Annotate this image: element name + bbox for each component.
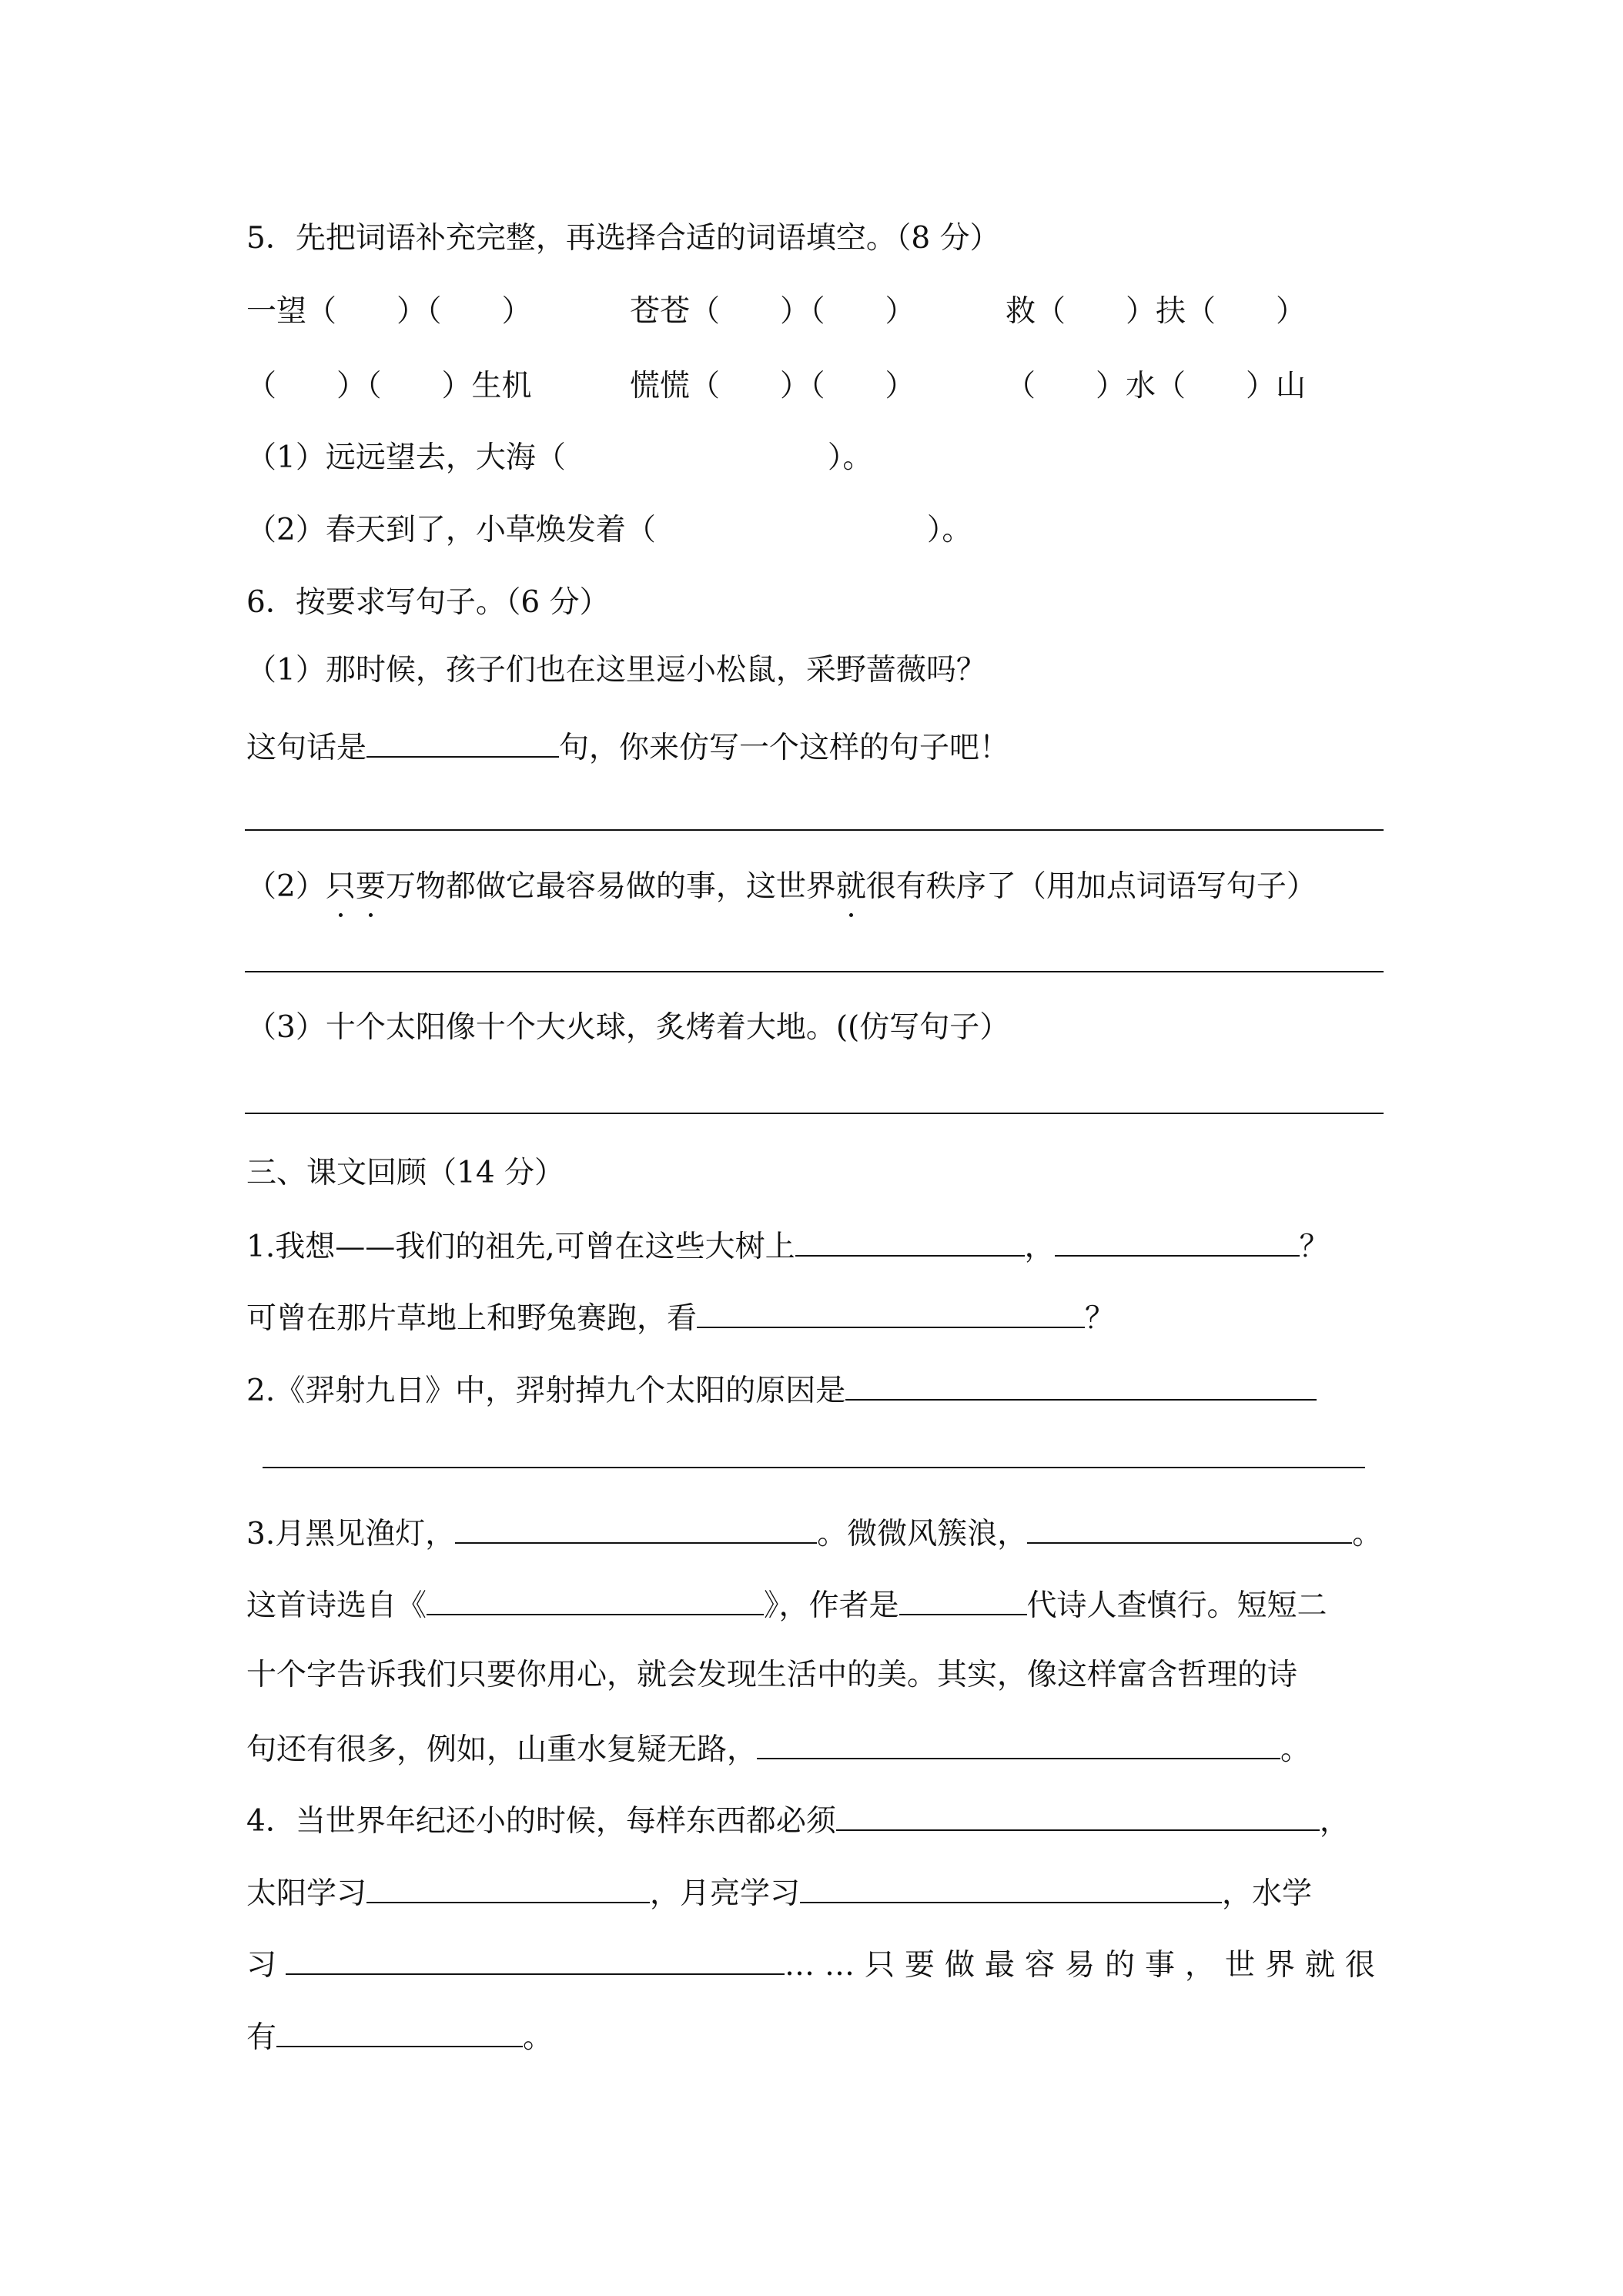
q5-word-5: 慌慌（ ）（ ） [630, 369, 915, 403]
s3-q4-text-6: ……只要做最容易的事，世界就很 [785, 1948, 1386, 1983]
q6-s2-middle: 万物都做它最容易做的事，这世界 [385, 869, 836, 904]
q6-s2-tail: 很有秩序了（用加点词语写句子） [865, 869, 1317, 904]
s3-q1-line-2 [246, 1297, 1115, 1338]
s3-q4-text-7: 有 [246, 2020, 277, 2055]
s3-q1-blank-1[interactable] [795, 1226, 1025, 1257]
q6-answer-line-2[interactable] [245, 971, 1384, 972]
s3-q2-line [246, 1370, 1317, 1411]
s3-q3-blank-dynasty[interactable] [899, 1585, 1027, 1615]
section-3-title: 三、课文回顾（14 分） [246, 1156, 565, 1190]
q6-prompt-1-pre: 这句话是 [246, 731, 367, 765]
q6-sentence-2 [246, 868, 1317, 906]
s3-q3-text-6: 句还有很多，例如，山重水复疑无路， [246, 1732, 758, 1767]
s3-q1-mark-2: ？ [1085, 1301, 1116, 1336]
q6-prompt-1-post: 句，你来仿写一个这样的句子吧！ [559, 731, 1010, 765]
s3-q3-text-4: 》，作者是 [764, 1588, 899, 1623]
s3-q4-end: 。 [523, 2020, 554, 2055]
s3-q3-text-3: 这首诗选自《 [246, 1588, 427, 1623]
q5-word-4: （ ）（ ）生机 [246, 369, 532, 403]
s3-q4-text-3: ，月亮学习 [650, 1876, 801, 1911]
s3-q4-line-3 [246, 1944, 1385, 1985]
q6-s2-prefix: （2） [246, 869, 326, 904]
q5-title: 5．先把词语补充完整，再选择合适的词语填空。（8 分） [246, 221, 1000, 256]
q6-answer-line-1[interactable] [245, 829, 1384, 831]
q5-sentence-2-end: ）。 [926, 513, 972, 547]
s3-q3-text: 3.月黑见渔灯， [246, 1517, 456, 1551]
s3-q3-end: 。 [1352, 1517, 1383, 1551]
q6-answer-line-3[interactable] [245, 1113, 1384, 1114]
s3-q3-blank-source[interactable] [427, 1585, 764, 1615]
s3-q1-text-2: 可曾在那片草地上和野兔赛跑，看 [246, 1301, 698, 1336]
q6-title: 6．按要求写句子。（6 分） [246, 585, 610, 620]
s3-q1-line-1 [246, 1226, 1330, 1267]
q6-prompt-1 [246, 727, 1009, 768]
s3-q1-blank-3[interactable] [697, 1297, 1085, 1328]
s3-q4-text-2: 太阳学习 [246, 1876, 367, 1911]
q5-sentence-2-text: （2）春天到了，小草焕发着（ [246, 513, 656, 547]
s3-q1-comma: ， [1024, 1230, 1055, 1264]
q5-sentence-1-end: ）。 [827, 440, 873, 475]
s3-q1-text: 1.我想——我们的祖先,可曾在这些大树上 [246, 1230, 795, 1264]
s3-q4-line-1 [246, 1800, 1350, 1841]
q5-sentence-1-text: （1）远远望去，大海（ [246, 440, 566, 475]
s3-q4-blank-1[interactable] [836, 1800, 1320, 1831]
q5-word-1: 一望（ ）（ ） [246, 294, 532, 329]
q5-sentence-1 [246, 439, 872, 477]
s3-q2-text: 2.《羿射九日》中，羿射掉九个太阳的原因是 [246, 1374, 846, 1408]
q6-dotted-char: 就 [836, 868, 866, 906]
q6-dotted-char: 只 [326, 868, 356, 906]
q5-word-2: 苍苍（ ）（ ） [630, 294, 915, 329]
s3-q3-line-2 [246, 1585, 1327, 1625]
s3-q3-blank-2[interactable] [1027, 1513, 1352, 1544]
q6-dotted-char: 要 [356, 868, 386, 906]
q5-sentence-2 [246, 511, 972, 550]
q6-sentence-3: （3）十个太阳像十个大火球，炙烤着大地。((仿写句子） [246, 1010, 1010, 1045]
s3-q4-text: 4．当世界年纪还小的时候，每样东西都必须 [246, 1804, 836, 1839]
s3-q3-blank-1[interactable] [455, 1513, 817, 1544]
s3-q4-text-4: ，水学 [1222, 1876, 1313, 1911]
s3-q3-text-2: 。微微风簇浪， [817, 1517, 1028, 1551]
s3-q3-end-2: 。 [1280, 1732, 1311, 1767]
s3-q3-line-3: 十个字告诉我们只要你用心，就会发现生活中的美。其实，像这样富含哲理的诗 [246, 1658, 1298, 1692]
s3-q4-blank-water[interactable] [286, 1944, 785, 1975]
s3-q3-text-5: 代诗人查慎行。短短二 [1026, 1588, 1327, 1623]
s3-q4-blank-sun[interactable] [366, 1873, 650, 1903]
s3-q3-line-1 [246, 1513, 1382, 1554]
s3-q4-line-4 [246, 2017, 553, 2057]
q5-word-3: 救（ ）扶（ ） [1006, 294, 1307, 329]
s3-q2-blank-1[interactable] [845, 1370, 1317, 1401]
s3-q3-line-4 [246, 1729, 1310, 1769]
s3-q4-line-2 [246, 1873, 1312, 1913]
q6-sentence-1: （1）那时候，孩子们也在这里逗小松鼠，采野蔷薇吗？ [246, 653, 986, 688]
s3-q4-text-5: 习 [246, 1948, 277, 1983]
s3-q1-mark: ？ [1299, 1230, 1330, 1264]
s3-q1-blank-2[interactable] [1055, 1226, 1300, 1257]
s3-q4-blank-order[interactable] [276, 2017, 523, 2047]
q6-blank-sentence-type[interactable] [366, 727, 559, 758]
s3-q2-answer-line[interactable] [263, 1467, 1365, 1468]
q5-word-6: （ ）水（ ）山 [1006, 369, 1307, 403]
s3-q3-blank-3[interactable] [757, 1729, 1280, 1759]
s3-q4-comma: ， [1319, 1804, 1350, 1839]
s3-q4-blank-moon[interactable] [800, 1873, 1222, 1903]
